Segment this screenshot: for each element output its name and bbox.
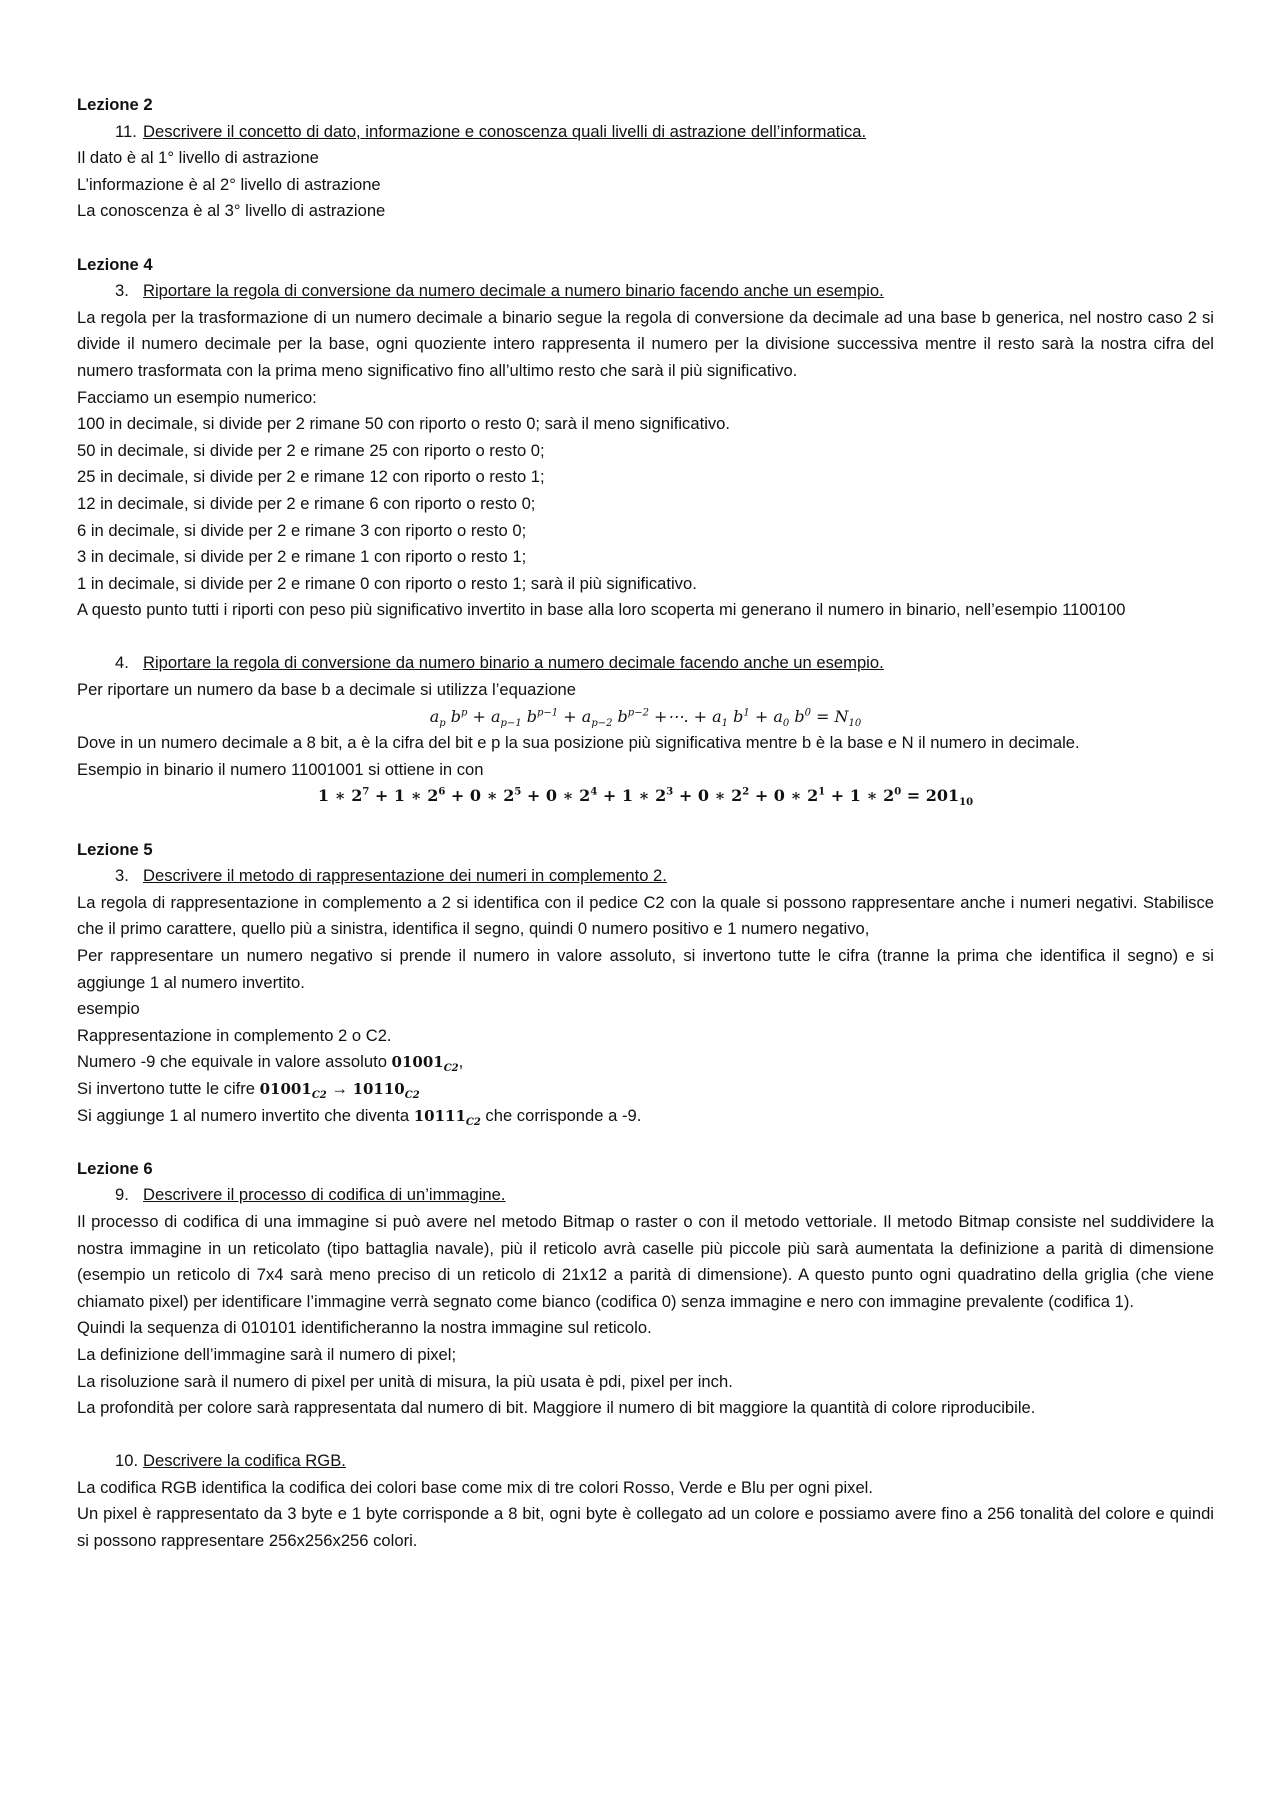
paragraph: Rappresentazione in complemento 2 o C2. [77,1025,392,1045]
question-number: 4. [115,653,129,673]
blank-line [77,624,1214,651]
question-text: Riportare la regola di conversione da numero decimale a numero binario facendo anche un esempio. [143,281,884,301]
formula-subscript: p−1 [500,717,522,729]
paragraph: La conoscenza è al 3° livello di astrazione [77,201,386,221]
binary-subscript: C2 [443,1063,459,1075]
blank-line [77,1422,1214,1449]
paragraph: Per riportare un numero da base b a decimale si utilizza l’equazione [77,680,577,700]
text-run: Si aggiunge 1 al numero invertito che diventa [77,1105,414,1125]
paragraph: La regola di rappresentazione in complemento a 2 si identifica con il pedice C2 con la quale si possono rappresentare anche i numeri negativi. Stabilisce che il primo carattere, quello più a sinistra, identifica il segno, quindi 0 numero positivo e 1 numero negativo, [77,892,1214,939]
formula-superscript: 1 [818,787,826,799]
question-heading [77,278,1214,305]
binary-number [352,1079,420,1101]
formula-superscript: p−2 [627,707,649,719]
formula-term: + 1 ∗ 2 [825,786,895,806]
question-heading [77,863,1214,890]
paragraph: Per rappresentare un numero negativo si prende il numero in valore assoluto, si invertono tutte le cifra (tranne la prima che identifica il segno) e si aggiunge 1 al numero invertito. [77,946,1214,992]
paragraph: La codifica RGB identifica la codifica dei colori base come mix di tre colori Rosso, Verde e Blu per ogni pixel. [77,1477,873,1497]
formula-subscript: 10 [848,717,862,729]
formula-subscript: 0 [782,717,790,729]
text-run: , [458,1052,464,1072]
question-text: Descrivere il metodo di rappresentazione dei numeri in complemento 2. [143,866,667,886]
formula [77,704,1214,731]
text-run: → [326,1078,353,1098]
binary-number [391,1053,459,1075]
formula-term: = N [810,706,849,726]
question-heading [77,1182,1214,1209]
formula-superscript: 0 [804,707,811,719]
document-page [77,92,1214,1555]
binary-subscript: C2 [404,1089,420,1101]
formula [77,783,1214,810]
binary-number [413,1106,481,1128]
formula-term: b [789,706,805,726]
question-number: 10. [115,1451,139,1471]
binary-subscript: C2 [311,1089,327,1101]
formula-term: b [728,706,744,726]
question-number: 3. [115,281,129,301]
paragraph [77,1076,1214,1103]
binary-subscript: C2 [465,1116,481,1128]
formula-term: + a [467,706,501,726]
formula-superscript: 2 [742,787,750,799]
paragraph: La definizione dell’immagine sarà il numero di pixel; [77,1344,457,1364]
formula-term: + 0 ∗ 2 [445,786,515,806]
paragraph: 100 in decimale, si divide per 2 rimane 50 con riporto o resto 0; sarà il meno significativo. [77,414,731,434]
formula-term: + 0 ∗ 2 [749,786,819,806]
section-title: Lezione 5 [77,839,153,859]
formula-term: = 201 [901,786,960,806]
blank-line [77,225,1214,252]
paragraph: Esempio in binario il numero 11001001 si ottiene in con [77,759,484,779]
formula-superscript: 1 [743,707,750,719]
question-number: 11. [115,121,137,141]
paragraph: Un pixel è rappresentato da 3 byte e 1 byte corrisponde a 8 bit, ogni byte è collegato ad un colore e possiamo avere fino a 256 tonalità del colore e quindi si possono rappresentare 256x256x256 colori. [77,1504,1214,1551]
paragraph: Dove in un numero decimale a 8 bit, a è la cifra del bit e p la sua posizione più significativa mentre b è la base e N il numero in decimale. [77,733,1080,753]
formula-term: + 1 ∗ 2 [369,786,439,806]
paragraph: 25 in decimale, si divide per 2 e rimane 12 con riporto o resto 1; [77,467,545,487]
binary-digits: 10110 [352,1079,405,1098]
paragraph: La risoluzione sarà il numero di pixel per unità di misura, la più usata è pdi, pixel per inch. [77,1371,733,1391]
binary-digits: 01001 [391,1053,444,1072]
formula-term: + 0 ∗ 2 [673,786,743,806]
formula-term: 1 ∗ 2 [317,786,363,806]
question-number: 3. [115,866,129,886]
formula-term: b [612,706,628,726]
paragraph: Il dato è al 1° livello di astrazione [77,148,319,168]
paragraph: L’informazione è al 2° livello di astrazione [77,174,381,194]
section-title: Lezione 6 [77,1158,153,1178]
formula-subscript: p−2 [591,717,613,729]
paragraph: A questo punto tutti i riporti con peso più significativo invertito in base alla loro scoperta mi generano il numero in binario, nell’esempio 1100100 [77,600,1126,620]
formula-term: + a [749,706,783,726]
formula-superscript: 7 [362,787,370,799]
formula-term: + a [558,706,592,726]
paragraph: Facciamo un esempio numerico: [77,387,317,407]
paragraph [77,1103,1214,1130]
paragraph: esempio [77,999,140,1019]
paragraph: Il processo di codifica di una immagine si può avere nel metodo Bitmap o raster o con il metodo vettoriale. Il metodo Bitmap consiste nel suddividere la nostra immagine in un reticolato (tipo battaglia navale), più il reticolo avrà caselle più piccole più sarà aumentata la definizione a parità di dimensione (esempio un reticolo di 7x4 sarà meno preciso di un reticolo di 21x12 a parità di dimensione). A questo punto ogni quadratino della griglia (che viene chiamato pixel) per identificare l’immagine verrà segnato come bianco (codifica 0) senza immagine e nero con immagine prevalente (codifica 1). [77,1211,1214,1311]
question-text: Descrivere il concetto di dato, informazione e conoscenza quali livelli di astrazione dell’informatica. [143,121,867,141]
formula-subscript: 10 [959,797,974,809]
binary-number [259,1079,327,1101]
formula-term: b [521,706,538,726]
question-number: 9. [115,1185,129,1205]
question-text: Descrivere il processo di codifica di un’immagine. [143,1185,506,1205]
formula-subscript: 1 [721,717,729,729]
question-heading [77,119,1214,146]
question-text: Descrivere la codifica RGB. [143,1451,346,1471]
formula-superscript: p−1 [537,707,559,719]
formula-superscript: 6 [438,787,446,799]
section-title: Lezione 4 [77,254,153,274]
question-text: Riportare la regola di conversione da numero binario a numero decimale facendo anche un esempio. [143,653,884,673]
paragraph: 6 in decimale, si divide per 2 e rimane 3 con riporto o resto 0; [77,520,527,540]
formula-superscript: 5 [514,787,522,799]
paragraph [77,1049,1214,1076]
paragraph: 12 in decimale, si divide per 2 e rimane 6 con riporto o resto 0; [77,493,536,513]
blank-line [77,810,1214,837]
formula-term: + 0 ∗ 2 [521,786,591,806]
question-heading [77,650,1214,677]
text-run: che corrisponde a -9. [480,1105,642,1125]
question-heading [77,1448,1214,1475]
paragraph: 1 in decimale, si divide per 2 e rimane 0 con riporto o resto 1; sarà il più significativo. [77,573,697,593]
blank-line [77,1129,1214,1156]
paragraph: La regola per la trasformazione di un numero decimale a binario segue la regola di conversione da decimale ad una base b generica, nel nostro caso 2 si divide il numero decimale per la base, ogni quoziente intero rappresenta il numero per la divisione successiva mentre il resto sarà la nostra cifra del numero trasformata con la prima meno significativo fino all’ultimo resto che sarà il più significativo. [77,307,1214,380]
section-title: Lezione 2 [77,95,153,114]
formula-superscript: 3 [666,787,674,799]
text-run: Numero -9 che equivale in valore assoluto [77,1052,392,1072]
formula-superscript: 0 [894,787,902,799]
formula-term: + 1 ∗ 2 [597,786,667,806]
binary-digits: 01001 [259,1079,312,1098]
paragraph: 50 in decimale, si divide per 2 e rimane 25 con riporto o resto 0; [77,440,545,460]
binary-digits: 10111 [413,1106,466,1125]
formula-term: +⋯. + a [648,706,722,726]
paragraph: La profondità per colore sarà rappresentata dal numero di bit. Maggiore il numero di bit maggiore la quantità di colore riproducibile. [77,1398,1036,1418]
formula-term: b [445,706,462,726]
formula-superscript: p [461,707,468,719]
formula-subscript: p [439,717,446,729]
paragraph: Quindi la sequenza di 010101 identificheranno la nostra immagine sul reticolo. [77,1318,652,1338]
formula-superscript: 4 [590,787,598,799]
text-run: Si invertono tutte le cifre [77,1078,260,1098]
formula-term: a [429,706,440,726]
paragraph: 3 in decimale, si divide per 2 e rimane 1 con riporto o resto 1; [77,547,527,567]
